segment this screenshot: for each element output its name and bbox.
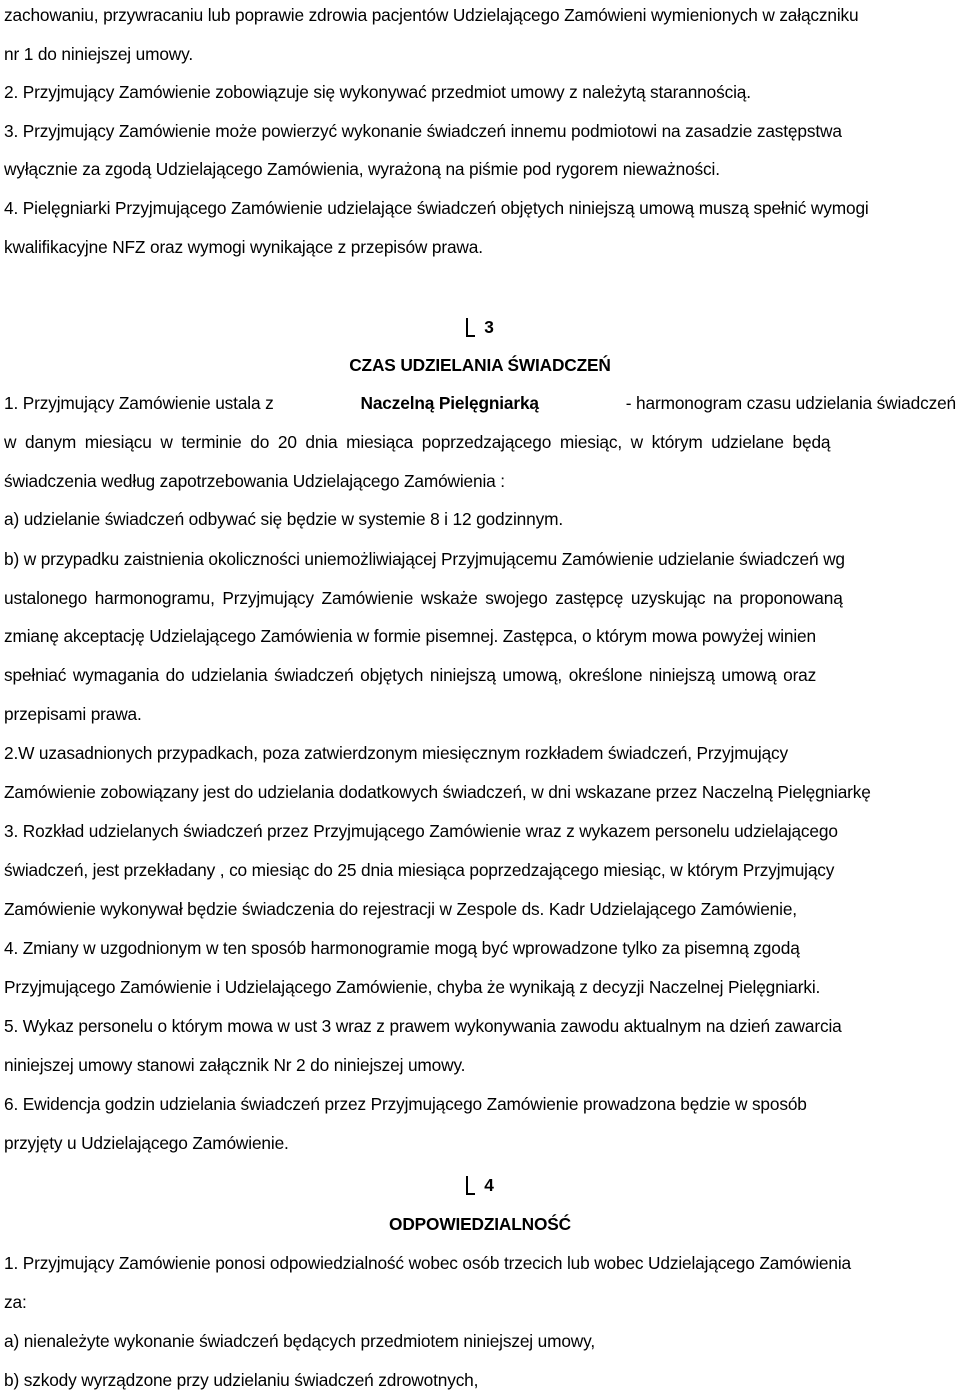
text-line: 2. Przyjmujący Zamówienie zobowiązuje się wykonywać przedmiot umowy z należytą starannością. [4, 82, 751, 102]
text-line: 3. Rozkład udzielanych świadczeń przez Przyjmującego Zamówienie wraz z wykazem personelu udzielającego [4, 821, 838, 841]
text-line: wyłącznie za zgodą Udzielającego Zamówienia, wyrażoną na piśmie pod rygorem nieważności. [4, 159, 720, 179]
text-line: ustalonego harmonogramu, Przyjmujący Zamówienie wskaże swojego zastępcę uzyskując na proponowaną [4, 588, 843, 608]
text-line: przepisami prawa. [4, 704, 142, 724]
text-line: Zamówienie wykonywał będzie świadczenia do rejestracji w Zespole ds. Kadr Udzielającego Zamówienie, [4, 899, 797, 919]
text-line: 1. Przyjmujący Zamówienie ponosi odpowiedzialność wobec osób trzecich lub wobec Udzielającego Zamówienia [4, 1253, 851, 1273]
section-number-value: 3 [484, 317, 494, 337]
section-title: CZAS UDZIELANIA ŚWIADCZEŃ [349, 355, 611, 375]
text-line: a) nienależyte wykonanie świadczeń będących przedmiotem niniejszej umowy, [4, 1331, 595, 1351]
text-line: Zamówienie zobowiązany jest do udzielania dodatkowych świadczeń, w dni wskazane przez Naczelną Pielęgniarkę [4, 782, 871, 802]
section-number-value: 4 [484, 1175, 494, 1195]
text-line: b) w przypadku zaistnienia okoliczności uniemożliwiającej Przyjmującemu Zamówienie udzielanie świadczeń wg [4, 549, 845, 569]
text-line: nr 1 do niniejszej umowy. [4, 44, 193, 64]
text-fragment: 1. Przyjmujący Zamówienie ustala z [4, 393, 274, 413]
text-fragment: - harmonogram czasu udzielania świadczeń [625, 393, 956, 413]
text-line: zmianę akceptację Udzielającego Zamówienia w formie pisemnej. Zastępca, o którym mowa powyżej winien [4, 626, 816, 646]
text-line: 2.W uzasadnionych przypadkach, poza zatwierdzonym miesięcznym rozkładem świadczeń, Przyjmujący [4, 743, 789, 763]
text-line: 4. Zmiany w uzgodnionym w ten sposób harmonogramie mogą być wprowadzone tylko za pisemną zgodą [4, 938, 800, 958]
section-sign-icon [466, 1172, 493, 1198]
text-line: 3. Przyjmujący Zamówienie może powierzyć wykonanie świadczeń innemu podmiotowi na zasadzie zastępstwa [4, 121, 842, 141]
text-line: w danym miesiącu w terminie do 20 dnia miesiąca poprzedzającego miesiąc, w którym udzielane będą [4, 432, 831, 452]
text-line: świadczenia według zapotrzebowania Udzielającego Zamówienia : [4, 471, 505, 491]
text-line: niniejszej umowy stanowi załącznik Nr 2 do niniejszej umowy. [4, 1055, 466, 1075]
text-line [4, 390, 956, 416]
section-number [0, 1172, 960, 1198]
bold-text: Naczelną Pielęgniarką [360, 393, 539, 413]
section-title: ODPOWIEDZIALNOŚĆ [389, 1214, 571, 1234]
text-line: przyjęty u Udzielającego Zamówienie. [4, 1133, 289, 1153]
text-line: 5. Wykaz personelu o którym mowa w ust 3 wraz z prawem wykonywania zawodu aktualnym na dzień zawarcia [4, 1016, 842, 1036]
text-line: Przyjmującego Zamówienie i Udzielającego Zamówienie, chyba że wynikają z decyzji Naczelnej Pielęgniarki. [4, 977, 821, 997]
text-line: spełniać wymagania do udzielania świadczeń objętych niniejszą umową, określone niniejszą umową oraz [4, 665, 817, 685]
text-line: kwalifikacyjne NFZ oraz wymogi wynikające z przepisów prawa. [4, 237, 483, 257]
text-line: b) szkody wyrządzone przy udzielaniu świadczeń zdrowotnych, [4, 1370, 479, 1390]
text-line: a) udzielanie świadczeń odbywać się będzie w systemie 8 i 12 godzinnym. [4, 509, 563, 529]
text-line: 6. Ewidencja godzin udzielania świadczeń przez Przyjmującego Zamówienie prowadzona będzie w sposób [4, 1094, 807, 1114]
section-sign-icon [466, 314, 493, 340]
text-line: świadczeń, jest przekładany , co miesiąc do 25 dnia miesiąca poprzedzającego miesiąc, w którym Przyjmujący [4, 860, 835, 880]
section-number [0, 314, 960, 340]
text-line: 4. Pielęgniarki Przyjmującego Zamówienie udzielające świadczeń objętych niniejszą umową muszą spełnić wymogi [4, 198, 869, 218]
text-line: zachowaniu, przywracaniu lub poprawie zdrowia pacjentów Udzielającego Zamówieni wymienionych w załączniku [4, 5, 859, 25]
text-line: za: [4, 1292, 27, 1312]
